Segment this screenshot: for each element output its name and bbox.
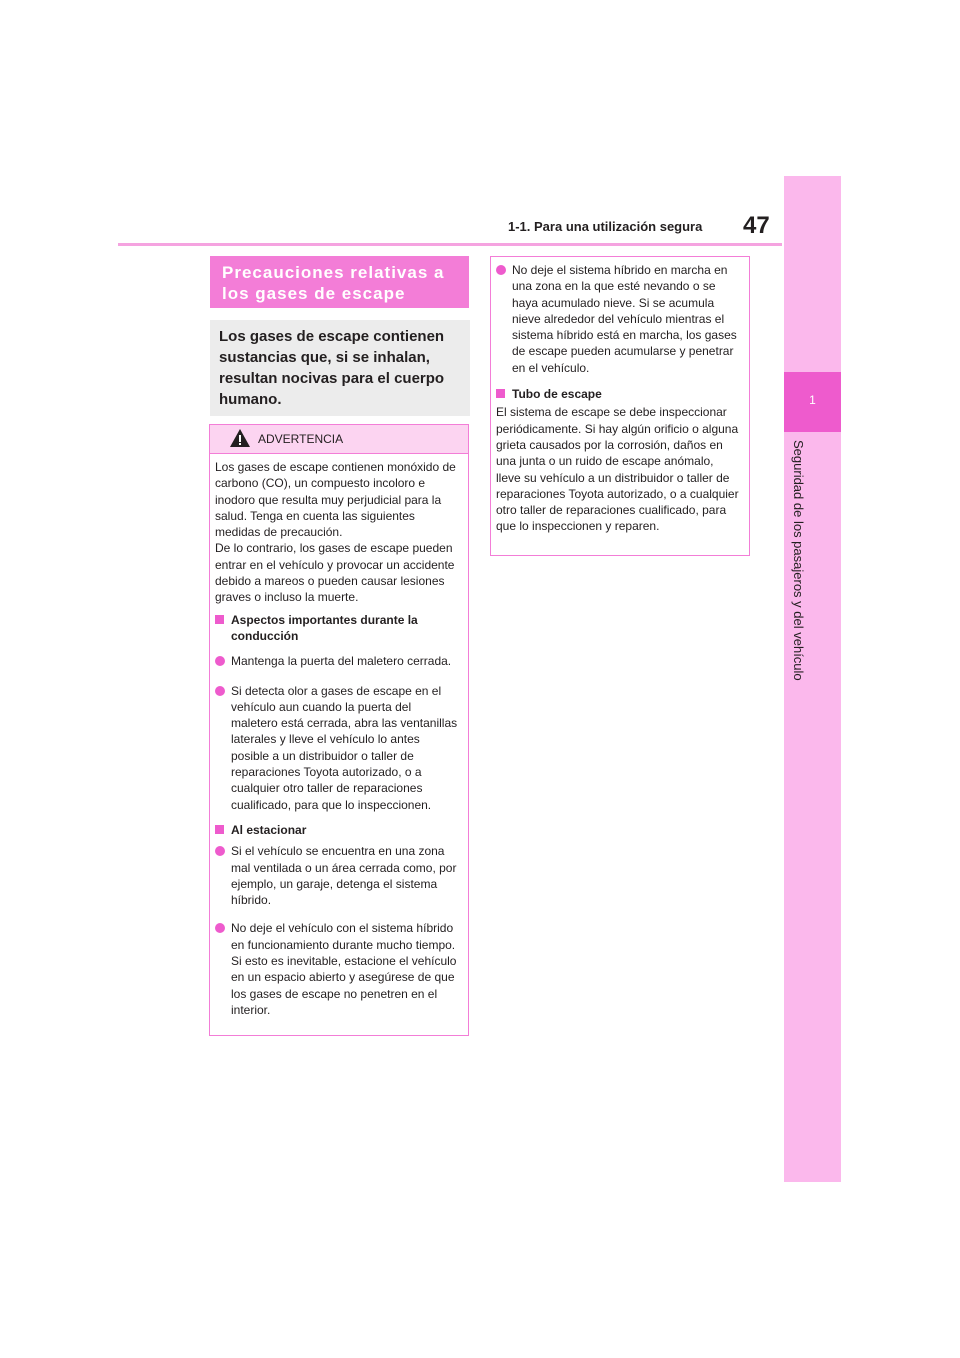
- list-item: Si detecta olor a gases de escape en el vehículo aun cuando la puerta del maletero está cerrada, abra las ventanillas laterales y lleve el vehículo lo antes posible a un distribuidor o taller de reparaciones Toyota autorizado, o a cualquier otro taller de reparaciones cualificado, para que lo inspeccionen.: [215, 683, 458, 813]
- round-bullet-icon: [215, 923, 225, 933]
- side-tab-chapter-label: Seguridad de los pasajeros y del vehículo: [791, 440, 806, 681]
- warning-box: [209, 424, 469, 1036]
- page-number: 47: [743, 212, 770, 239]
- warning-paragraph: De lo contrario, los gases de escape pueden entrar en el vehículo y provocar un accidente debido a mareos o pueden causar lesiones graves o incluso la muerte.: [215, 541, 455, 605]
- round-bullet-icon: [215, 846, 225, 856]
- list-item: No deje el vehículo con el sistema híbrido en funcionamiento durante mucho tiempo. Si esto es inevitable, estacione el vehículo en un espacio abierto y asegúrese de que los gases de escape no penetren en el interior.: [215, 920, 458, 1018]
- list-item: No deje el sistema híbrido en marcha en una zona en la que esté nevando o se haya acumulado nieve. Si se acumula nieve alrededor del vehículo mientras el sistema híbrido está en marcha, los gases de escape pueden acumularse y penetrar en el vehículo.: [496, 262, 739, 376]
- warning-header: [210, 425, 468, 454]
- warning-subheading: Tubo de escape: [496, 386, 739, 402]
- warning-paragraph: El sistema de escape se debe inspeccionar periódicamente. Si hay algún orificio o alguna grieta causados por la corrosión, daños en una junta o un ruido de escape anómalo, lleve su vehículo a un distribuidor o taller de reparaciones Toyota autorizado, o a cualquier otro taller de reparaciones cualificado, para que lo inspeccionen y reparen.: [496, 405, 739, 534]
- list-item: Si el vehículo se encuentra en una zona mal ventilada o un área cerrada como, por ejemplo, un garaje, detenga el sistema híbrido.: [215, 843, 458, 908]
- round-bullet-icon: [215, 686, 225, 696]
- square-bullet-icon: [496, 389, 505, 398]
- list-item: Mantenga la puerta del maletero cerrada.: [215, 653, 458, 670]
- round-bullet-icon: [215, 656, 225, 666]
- warning-body-continued: [491, 257, 749, 535]
- warning-subheading: Aspectos importantes durante la conducción: [215, 612, 458, 645]
- warning-box-continued: [490, 256, 750, 556]
- square-bullet-icon: [215, 615, 224, 624]
- warning-paragraph: Los gases de escape contienen monóxido de carbono (CO), un compuesto incoloro e inodoro que resulta muy perjudicial para la salud. Tenga en cuenta las siguientes medidas de precaución.: [215, 460, 456, 540]
- warning-subheading: Al estacionar: [215, 822, 458, 838]
- section-title: Precauciones relativas a los gases de escape: [222, 263, 445, 303]
- intro-text: Los gases de escape contienen sustancias que, si se inhalan, resultan nocivas para el cuerpo humano.: [219, 328, 445, 408]
- warning-body: [210, 454, 468, 1018]
- section-header: 1-1. Para una utilización segura: [508, 219, 703, 234]
- header-divider: [118, 243, 782, 246]
- side-tab-chapter-number: 1: [809, 393, 816, 407]
- square-bullet-icon: [215, 825, 224, 834]
- round-bullet-icon: [496, 265, 506, 275]
- warning-title: ADVERTENCIA: [258, 432, 344, 446]
- warning-triangle-icon: [229, 427, 251, 449]
